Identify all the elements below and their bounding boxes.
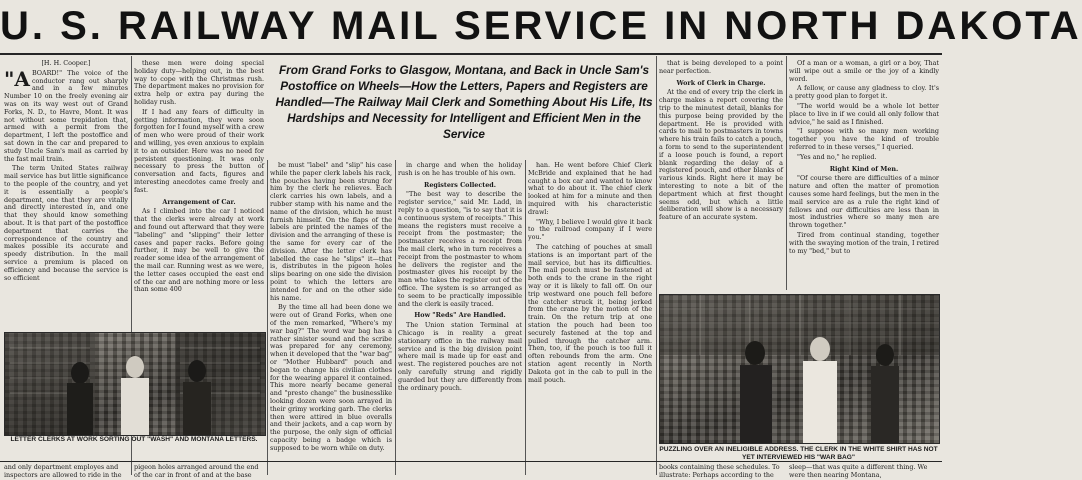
photo-shapes <box>660 295 939 443</box>
byline: [H. H. Cooper.] <box>41 59 91 67</box>
article-column-5 <box>528 162 652 462</box>
article-column-2 <box>134 60 264 330</box>
paragraph: Tired from continual standing, together with the swaying motion of the train, I retired to my "bed," but to <box>789 230 939 255</box>
headline-rule <box>0 53 942 55</box>
drop-cap: "A <box>4 66 30 91</box>
paragraph: "The best way to describe the register service," said Mr. Ladd, in reply to a question, "is to say that it is a continuous system of receipts." This means the registers must receive a receipt from the postmaster; the postmaster receives a receipt from the mail clerk, who in turn receives a receipt from the postmaster to whom he delivers the register and the postmaster gives his receipt by the man who takes the register out of the office. The system is so arranged as to seem to be practically impossible and the clerk is easily traced. <box>398 190 522 308</box>
caption-right: PUZZLING OVER AN INELIGIBLE ADDRESS. THE CLERK IN THE WHITE SHIRT HAS NOT YET INTERVIEWED HIS "WAR BAG" <box>659 446 938 462</box>
footer-rule <box>0 461 942 462</box>
paragraph: If I had any fears of difficulty in getting information, they were soon forgotten for I found myself with a crew of men who were proud of their work and willing, yes even anxious to explain it to an outsider. Here was no need for persistent questioning. It was only necessary to press the button of conversation and facts, figures and interesting anecdotes came freely and fast. <box>134 107 264 194</box>
subhead: How "Reds" Are Handled. <box>414 311 506 320</box>
paragraph: in charge and when the holiday rush is on he has trouble of his own. <box>398 161 522 177</box>
subhead: Registers Collected. <box>424 180 496 189</box>
paragraph: The term United States railway mail service has but little significance to the people of the country, and yet it is essentially a people's department, one that they are vitally and directly interested in, and one that they should know something about. It is that part of the postoffice department that carries the correspondence of the country and makes possible its accurate and speedy distribution. In the mail service a premium is placed on efficiency and because the service is so efficient <box>4 164 128 282</box>
paragraph: The Union station Terminal at Chicago is in reality a great stationary office in the railway mail service and is the big division point where mail is made up for east and west. The registered pouches are not only carefully strung and rigidly guarded but they are differently from the ordinary pouch. <box>398 321 522 392</box>
photo-clerk-address <box>659 294 940 444</box>
verse-line: A fellow, or cause any gladness to cloy. It's a pretty good plan to forget it. <box>789 84 939 101</box>
paragraph: At the end of every trip the clerk in charge makes a report covering the trip to the minutest detail, blanks for this purpose being provided by the department. He is provided with cards to mail to postmasters in towns where his train fails to catch a pouch, a form to send to the superintendent if a loose pouch is found, a report blank regarding the delay of a registered pouch, and other blanks of various kinds. Right here it may be interesting to note a bit of the department which at first thought seems odd, but which a little deliberation will show is a necessary feature of an accurate system. <box>659 88 783 222</box>
footer-text-3: books containing these schedules. To illustrate: Perhaps according to the <box>659 463 780 479</box>
article-column-1 <box>4 60 128 330</box>
paragraph: By the time all had been done we were out of Grand Forks, when one of the men remarked, "Where's my war bag?" The word war bag has a rather sinister sound and the scribe was prepared for any ceremony, when it developed that the "war bag" or "Mother Hubbard" pouch and began to change his civilian clothes for the wearing apparel it contained. This more nearly became general and "presto change" the businesslike looking dozen were soon arrayed in their grimy working garb. The clerks then were attired in blue overalls and their jackets, and a cap worn by the purpose, the only sign of official capacity being a badge which is supposed to be worn while on duty. <box>270 303 392 452</box>
paragraph: "I suppose with so many men working together you have the kind of trouble referred to in these verses," I queried. <box>789 127 939 151</box>
paragraph: "Why, I believe I would give it back to the railroad company if I were you." <box>528 217 652 242</box>
paragraph: these men were doing special holiday duty—helping out, in the best way to cope with the Christmas rush. The department makes no provision for extra help or extra pay during the holiday rush. <box>134 59 264 106</box>
photo-shapes <box>5 333 265 435</box>
paragraph: "Of course there are difficulties of a minor nature and often the matter of promotion causes some hard feelings, but the men in the mail service are as a rule the right kind of fellows and our difficulties are less than in most industries where so many men are thrown together." <box>789 174 939 230</box>
subhead: Right Kind of Men. <box>829 164 899 173</box>
article-column-4 <box>398 162 522 462</box>
verse-line: Of a man or a woman, a girl or a boy, That will wipe out a smile or the joy of a kindly word. <box>789 59 939 83</box>
caption-left: LETTER CLERKS AT WORK SORTING OUT "WASH" AND MONTANA LETTERS. <box>10 436 258 443</box>
article-column-3 <box>270 162 392 462</box>
paragraph: han. He went before Chief Clerk McBride and explained that he had caught a box car and wanted to know what to do about it. The chief clerk looked at him for a minute and then inquired with his characteristic drawl: <box>528 161 652 216</box>
column-divider <box>525 160 526 475</box>
paragraph: "The world would be a whole lot better place to live in if we could all only follow that advice," he said as I finished. <box>789 101 939 126</box>
article-column-6 <box>659 60 783 290</box>
photo-letter-clerks <box>4 332 266 436</box>
column-divider <box>786 56 787 290</box>
paragraph: As I climbed into the car I noticed that the clerks were already at work and found out afterward that they were "labeling" and "slipping" their letter cases and paper racks. Before going further, it may be well to give the reader some idea of the arrangement of the mail car. Running west as we were, the letter cases occupied the east end of the car and are nothing more or less than some 400 <box>134 207 264 294</box>
article-column-7 <box>789 60 939 290</box>
paragraph: BOARD!" The voice of the conductor rang out sharply and in a few minutes Number 10 on the freely evening air was on its way west out of Grand Forks, N. D., to Havre, Mont. It was not without some trepidation that, armed with a permit from the department, I left the postoffice and sat down in the car and prepared to study Uncle Sam's mail as carried by the fast mail train. <box>4 68 128 163</box>
column-divider <box>656 56 657 475</box>
footer-text-1: and only department employes and inspectors are allowed to ride in the <box>4 463 122 479</box>
footer-text-2: pigeon holes arranged around the end of the car in front of and at the base <box>134 463 259 479</box>
deck-subheadline: From Grand Forks to Glasgow, Montana, and Back in Uncle Sam's Postoffice on Wheels—How the Letters, Papers and Registers are Handled—The Railway Mail Clerk and Something About His Life, Its Hardships and Necessity for Intelligent and Efficient Men in the Service <box>275 63 653 141</box>
subhead: Arrangement of Car. <box>162 197 236 206</box>
subhead: Work of Clerk in Charge. <box>676 78 766 87</box>
paragraph: "Yes and no," he replied. <box>797 152 877 161</box>
paragraph: The catching of pouches at small stations is an important part of the mail service, but has its difficulties. The mail pouch must be fastened at both ends to the crane in the right way or it is likely to fall off. On our trip westward one pouch fell before the catcher struck it, being jerked from the crane by the motion of the train. On the return trip at one station the pouch had been too securely fastened at the top and pulled through the catcher arm. Then, too, if the pouch is too full it often rebounds from the arm. One station agent recently in North Dakota got in the cab to pull in the mail pouch. <box>528 242 652 384</box>
footer-text-4: sleep—that was quite a different thing. We were then nearing Montana, <box>789 463 928 479</box>
paragraph: that is being developed to a point near perfection. <box>659 59 783 75</box>
headline: U. S. RAILWAY MAIL SERVICE IN NORTH DAKOTA <box>0 4 1082 48</box>
paragraph: be must "label" and "slip" his case while the paper clerk labels his rack, the pouches having been strung for him by the clerk he relieves. Each clerk carries his own labels, and a rubber stamp with his name and the name of the division, which he must furnish himself. On the flaps of the labels are printed the names of the division and the arranging of these is the same for every car of the division. After the letter clerk has labelled the case he "slips" it—that is, distributes in the pigeon holes slips bearing on one side the division point to which the letters are intended for and on the other side his name. <box>270 161 392 302</box>
column-divider <box>395 160 396 475</box>
column-divider <box>267 160 268 475</box>
